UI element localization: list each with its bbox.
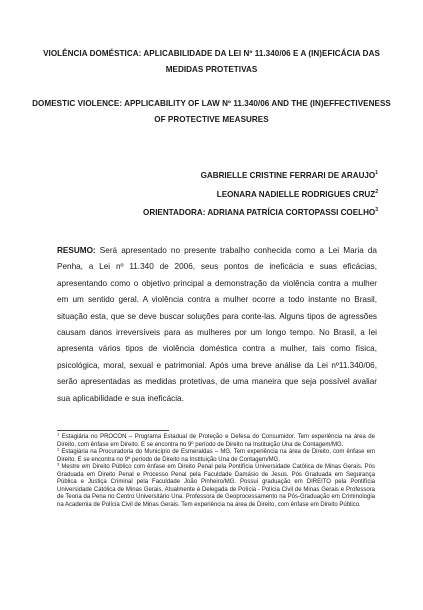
footnote-text: Estagiária na Procuradoria do Município de Esmeraldas – MG. Tem experiência na área de Direito, com ênfase em Direito. E se encontra no 9º período de Direito na Instituição Una de Contagem/MG. [57,449,375,463]
author-2 [143,186,378,205]
footnote-marker: 2 [375,188,378,195]
author-1 [143,167,378,186]
footnote-marker: 1 [375,170,378,176]
author-block [143,167,378,223]
abstract-text: Será apresentado no presente trabalho conhecida como a Lei Maria da Penha, a Lei nº 11.340 de 2006, seus pontos de ineficácia e suas eficácias, apresentando como o objetivo principal a demonstração da violência contra a mulher em um sentido geral. A violência contra a mulher ocorre a todo instante no Brasil, situação esta, que se deve buscar soluções para conte-las. Alguns tipos de agressões causam danos irreversíveis para as mulheres por um longo tempo. No Brasil, a lei apresenta vários tipos de violência doméstica contra a mulher, tais como física, psicológica, moral, sexual e patrimonial. Após uma breve análise da Lei nº11.340/06, serão apresentadas as medidas protetivas, de uma maneira que seja possível avaliar sua aplicabilidade e sua ineficácia. [57,246,377,403]
advisor [143,204,378,223]
title-english: DOMESTIC VIOLENCE: APPLICABILITY OF LAW Nº 11.340/06 AND THE (IN)EFFECTIVENESS OF PROTECTIVE MEASURES [32,99,391,124]
footnote-marker: 3 [57,461,60,467]
footnote-text: Mestre em Direito Público com ênfase em Direito Penal pela Pontifícia Universidade Católica de Minas Gerais. Pós Graduada em Direito Penal e Processo Penal pela Faculdade Damásio de Jesus. Pós Graduada em Segurança Pública e Justiça Criminal pela Faculdade João Pinheiro/MG. Possui graduação em DIREITO pela Pontifícia Universidade Católica de Minas Gerais. Atualmente é Delegada de Polícia - Polícia Civil de Minas Gerais e Professora de Teoria da Pena no Centro Universitário Una. Professora de Geoprocessamento na Pós-Graduação em Criminologia na Academia de Polícia Civil de Minas Gerais. Tem experiência na área de Direito, com ênfase em Direito Público. [57,464,375,508]
footnotes [57,431,375,509]
title-portuguese: VIOLÊNCIA DOMÉSTICA: APLICABILIDADE DA LEI Nº 11.340/06 E A (IN)EFICÁCIA DAS MEDIDAS PROTETIVAS [43,49,380,74]
author-name: GABRIELLE CRISTINE FERRARI DE ARAUJO [200,171,376,180]
abstract-paragraph [57,243,377,407]
abstract-label: RESUMO: [57,246,96,255]
footnote-3 [57,461,375,509]
advisor-name: ORIENTADORA: ADRIANA PATRÍCIA CORTOPASSI COELHO [143,208,376,217]
footnote-marker: 1 [57,431,60,437]
footnote-text: Estagiária no PROCON – Programa Estadual de Proteção e Defesa do Consumidor. Tem experiência na área de Direito, com ênfase em Direito. E se encontra no 9º período de Direito na Instituição Una de Contagem/MG. [57,434,375,448]
footnote-2 [57,446,375,464]
author-name: LEONARA NADIELLE RODRIGUES CRUZ [216,189,376,199]
footnote-separator [57,430,169,431]
footnote-marker: 2 [57,446,60,452]
footnote-1 [57,431,375,449]
footnote-marker: 3 [375,207,378,213]
